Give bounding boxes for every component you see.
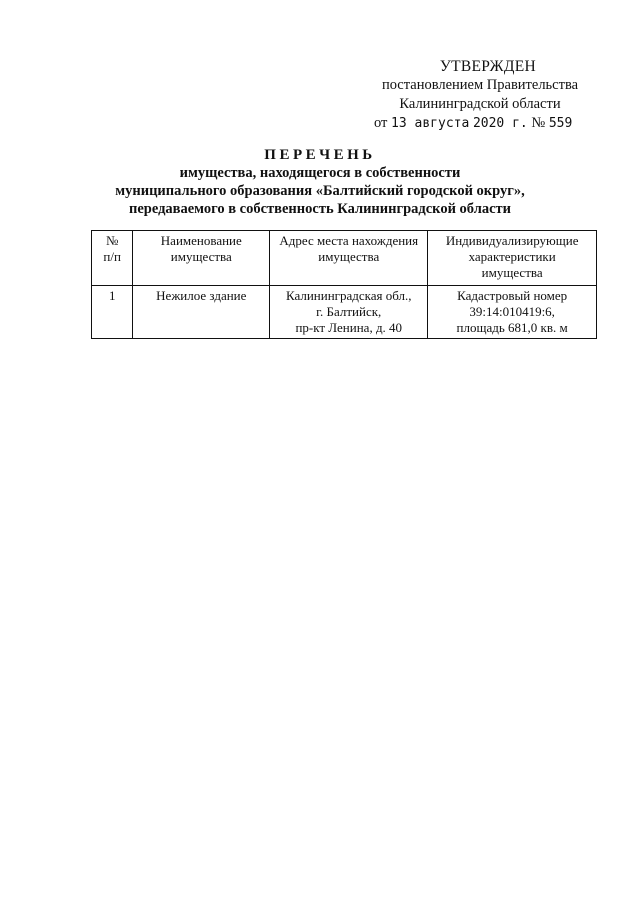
date-year: 2020 г. [472,116,528,131]
heading-line-3: передаваемого в собственность Калининградской области [128,201,511,217]
decree-number: 559 [548,116,573,131]
approval-line-1: постановлением Правительства [381,77,579,93]
cell-characteristics: Кадастровый номер 39:14:010419:6, площадь 681,0 кв. м [428,286,597,339]
header-address: Адрес места нахождения имущества [270,231,428,286]
number-sign: № [531,115,546,131]
header-number: № п/п [92,231,133,286]
header-name: Наименование имущества [133,231,270,286]
document-heading [60,146,580,218]
approval-line-2: Калининградской области [399,96,561,112]
date-prefix: от [374,115,388,131]
property-table [91,230,597,339]
date-filled: 13 августа [391,116,470,131]
heading-line-1: имущества, находящегося в собственности [179,165,461,181]
table-row [92,286,597,339]
document-title: ПЕРЕЧЕНЬ [264,147,376,163]
heading-line-2: муниципального образования «Балтийский городской округ», [115,183,525,199]
approved-label: УТВЕРЖДЕН [439,58,536,75]
cell-address: Калининградская обл., г. Балтийск, пр-кт Ленина, д. 40 [270,286,428,339]
approval-stamp [360,57,600,133]
table-header-row [92,231,597,286]
cell-name: Нежилое здание [133,286,270,339]
approval-date-line [360,114,600,133]
cell-number: 1 [92,286,133,339]
header-characteristics: Индивидуализирующие характеристики имущества [428,231,597,286]
